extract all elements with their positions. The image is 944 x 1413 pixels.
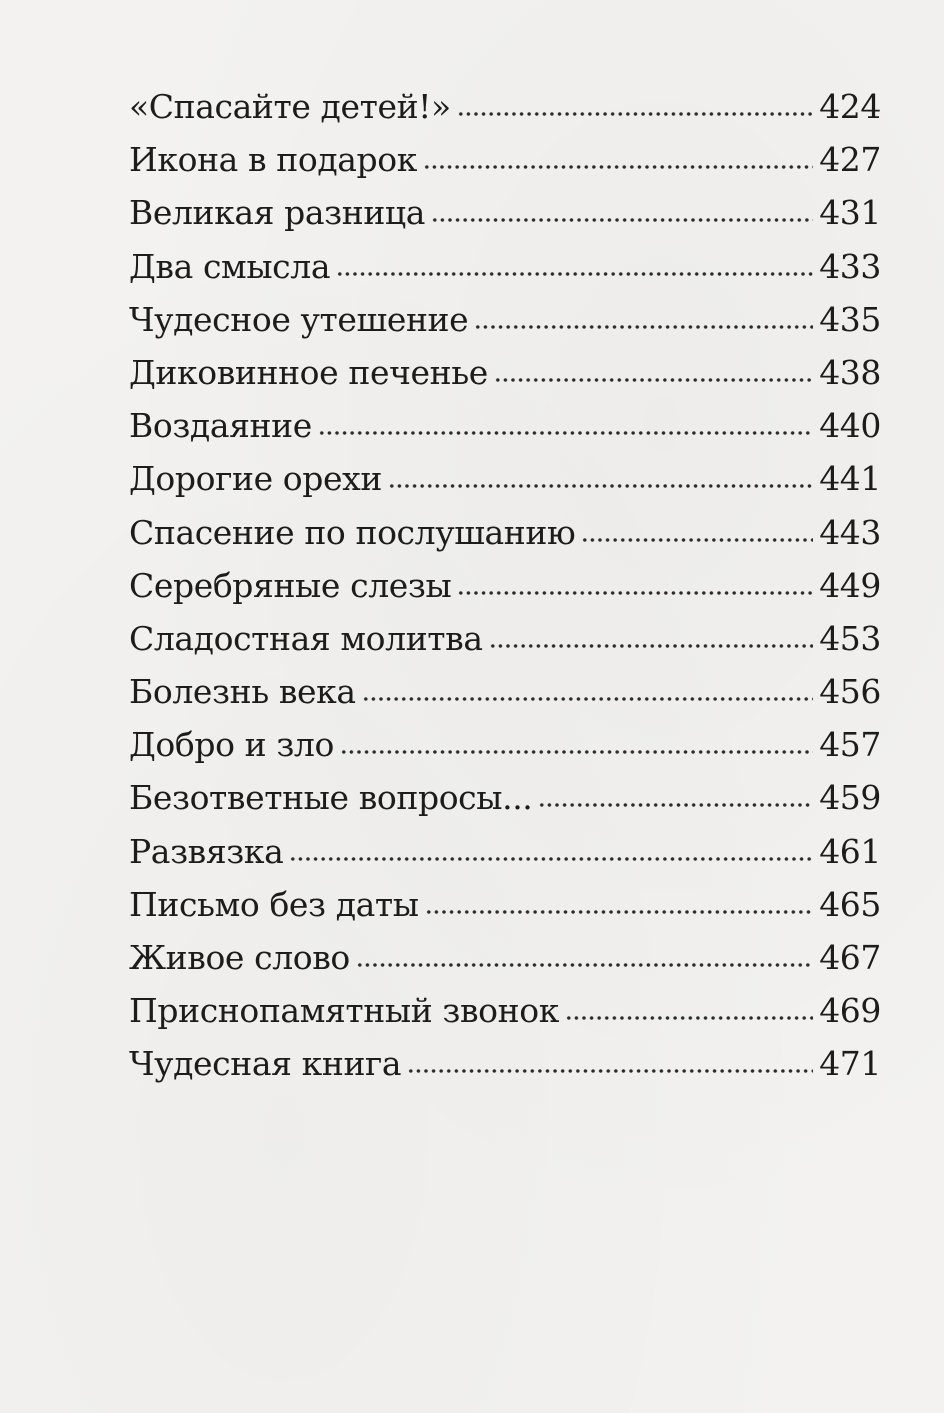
toc-entry-page: 453	[819, 618, 881, 658]
toc-entry	[129, 771, 881, 824]
toc-entry-title: Сладостная молитва	[129, 618, 483, 658]
toc-entry-page: 469	[819, 991, 881, 1031]
toc-entry	[129, 984, 881, 1037]
dot-leader	[489, 642, 814, 650]
toc-entry	[129, 133, 881, 186]
dot-leader	[336, 270, 813, 278]
dot-leader	[318, 429, 813, 437]
toc-entry-page: 424	[819, 87, 881, 126]
toc-entry-title: Диковинное печенье	[129, 352, 488, 392]
toc-entry-title: Дорогие орехи	[129, 459, 382, 499]
toc-entry-title: Серебряные слезы	[129, 565, 452, 605]
toc-entry-title: «Спасайте детей!»	[129, 87, 451, 126]
toc-entry-title: Великая разница	[129, 193, 426, 233]
toc-entry-page: 467	[819, 938, 881, 977]
toc-entry	[129, 665, 881, 718]
dot-leader	[457, 110, 813, 118]
toc-entry	[129, 80, 881, 133]
toc-entry	[129, 240, 881, 293]
toc-entry-title: Болезнь века	[129, 672, 356, 712]
dot-leader	[407, 1067, 813, 1075]
dot-leader	[474, 323, 813, 331]
dot-leader	[494, 376, 813, 384]
toc-entry	[129, 878, 881, 931]
toc-entry-title: Спасение по послушанию	[129, 512, 576, 552]
toc-entry-page: 427	[819, 140, 881, 180]
toc-entry	[129, 452, 881, 505]
toc-entry-page: 435	[819, 299, 881, 339]
toc-entry-title: Живое слово	[129, 938, 350, 977]
toc-entry-page: 471	[819, 1044, 881, 1084]
dot-leader	[457, 589, 813, 597]
toc-entry-page: 457	[819, 725, 881, 765]
toc-entry-title: Безответные вопросы...	[129, 778, 533, 818]
toc-entry-title: Добро и зло	[129, 725, 334, 765]
dot-leader	[425, 908, 814, 916]
toc-entry	[129, 399, 881, 452]
toc-entry-title: Развязка	[129, 831, 284, 871]
toc-entry-title: Воздаяние	[129, 406, 312, 446]
toc-entry-page: 441	[819, 459, 881, 499]
toc-entry-title: Икона в подарок	[129, 140, 417, 180]
dot-leader	[565, 1014, 813, 1022]
toc-entry-title: Приснопамятный звонок	[129, 991, 559, 1031]
dot-leader	[538, 801, 813, 809]
toc-entry-page: 465	[819, 884, 881, 924]
toc-entry	[129, 931, 881, 984]
toc-entry-page: 440	[819, 406, 881, 446]
toc-entry	[129, 718, 881, 771]
toc-entry-page: 456	[819, 672, 881, 712]
toc-entry	[129, 346, 881, 399]
dot-leader	[581, 536, 813, 544]
toc-entry	[129, 559, 881, 612]
toc-entry-title: Письмо без даты	[129, 884, 419, 924]
toc-entry-page: 459	[819, 778, 881, 818]
toc-entry-page: 449	[819, 565, 881, 605]
toc-entry-page: 433	[819, 246, 881, 286]
toc-entry	[129, 612, 881, 665]
toc-entry-page: 431	[819, 193, 881, 233]
toc-entry	[129, 825, 881, 878]
dot-leader	[356, 961, 813, 969]
table-of-contents	[129, 80, 881, 1091]
dot-leader	[340, 748, 813, 756]
dot-leader	[289, 855, 813, 863]
toc-entry-title: Чудесная книга	[129, 1044, 402, 1084]
toc-entry-page: 461	[819, 831, 881, 871]
toc-entry-title: Чудесное утешение	[129, 299, 469, 339]
toc-entry	[129, 186, 881, 239]
dot-leader	[431, 216, 813, 224]
toc-entry-page: 443	[819, 512, 881, 552]
toc-entry	[129, 293, 881, 346]
dot-leader	[362, 695, 814, 703]
dot-leader	[388, 482, 813, 490]
toc-entry-page: 438	[819, 352, 881, 392]
dot-leader	[423, 163, 813, 171]
toc-entry	[129, 506, 881, 559]
toc-entry-title: Два смысла	[129, 246, 331, 286]
toc-entry	[129, 1037, 881, 1090]
